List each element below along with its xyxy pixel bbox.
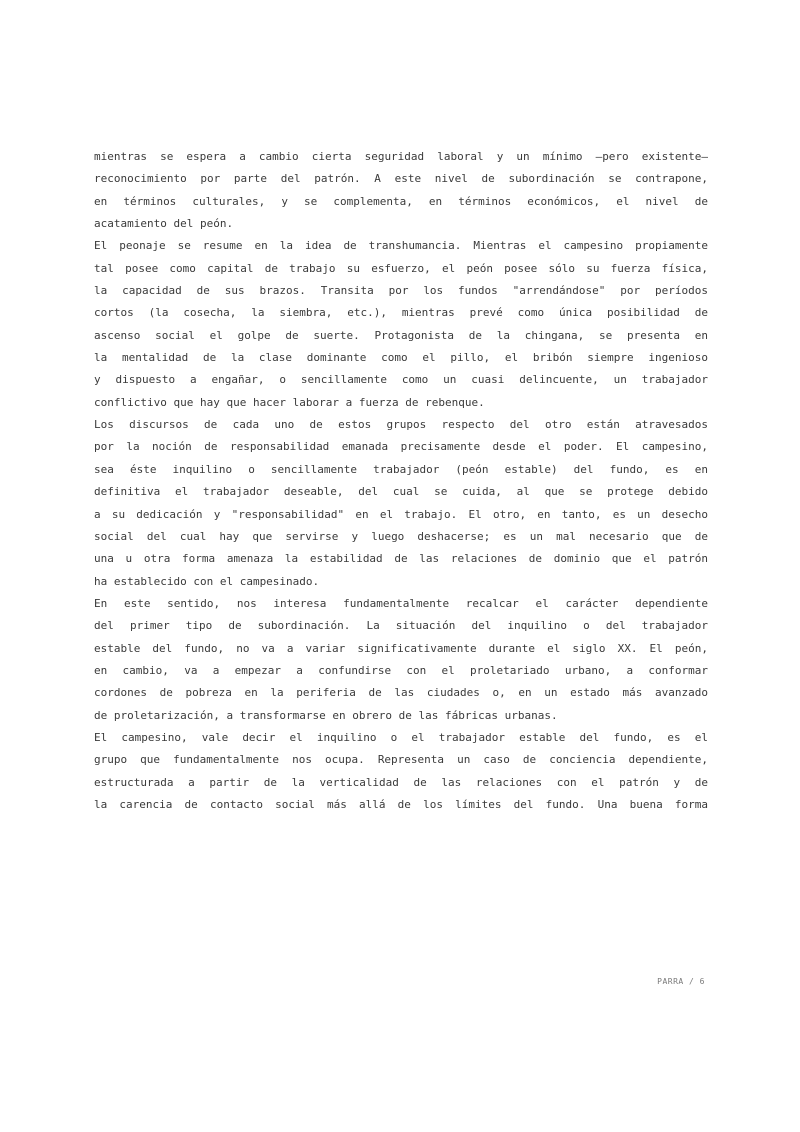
text-line: El peonaje se resume en la idea de transhumancia. Mientras el campesino propiamente — [94, 239, 708, 253]
text-line: y dispuesto a engañar, o sencillamente como un cuasi delincuente, un trabajador — [94, 373, 708, 387]
text-line: acatamiento del peón. — [94, 217, 234, 231]
text-line: ascenso social el golpe de suerte. Protagonista de la chingana, se presenta en — [94, 328, 708, 342]
text-line: de proletarización, a transformarse en obrero de las fábricas urbanas. — [94, 708, 558, 722]
text-line: la capacidad de sus brazos. Transita por los fundos "arrendándose" por períodos — [94, 284, 708, 298]
text-line: reconocimiento por parte del patrón. A este nivel de subordinación se contrapone, — [94, 172, 708, 186]
text-line: social del cual hay que servirse y luego deshacerse; es un mal necesario que de — [94, 529, 708, 543]
text-line: Los discursos de cada uno de estos grupos respecto del otro están atravesados — [94, 418, 708, 432]
text-line: tal posee como capital de trabajo su esfuerzo, el peón posee sólo su fuerza física, — [94, 261, 708, 275]
text-line: En este sentido, nos interesa fundamentalmente recalcar el carácter dependiente — [94, 596, 708, 610]
text-line: mientras se espera a cambio cierta seguridad laboral y un mínimo —pero existente— — [94, 150, 708, 163]
text-line: en términos culturales, y se complementa, en términos económicos, el nivel de — [94, 194, 708, 208]
text-line: conflictivo que hay que hacer laborar a fuerza de rebenque. — [94, 395, 485, 409]
text-line: sea éste inquilino o sencillamente trabajador (peón estable) del fundo, es en — [94, 462, 708, 476]
text-line: grupo que fundamentalmente nos ocupa. Representa un caso de conciencia dependiente, — [94, 753, 708, 767]
body-text — [94, 146, 708, 816]
text-line: en cambio, va a empezar a confundirse con el proletariado urbano, a conformar — [94, 663, 708, 677]
text-line: definitiva el trabajador deseable, del cual se cuida, al que se protege debido — [94, 485, 708, 499]
text-line: ha establecido con el campesinado. — [94, 574, 320, 588]
text-line: la mentalidad de la clase dominante como el pillo, el bribón siempre ingenioso — [94, 351, 708, 365]
text-line: a su dedicación y "responsabilidad" en el trabajo. El otro, en tanto, es un desecho — [94, 507, 708, 521]
text-line: estable del fundo, no va a variar significativamente durante el siglo XX. El peón, — [94, 641, 708, 655]
text-line: El campesino, vale decir el inquilino o el trabajador estable del fundo, es el — [94, 730, 708, 744]
text-line: una u otra forma amenaza la estabilidad de las relaciones de dominio que el patrón — [94, 552, 708, 566]
text-line: estructurada a partir de la verticalidad de las relaciones con el patrón y de — [94, 775, 708, 789]
page-footer: PARRA / 6 — [657, 977, 705, 986]
text-line: del primer tipo de subordinación. La situación del inquilino o del trabajador — [94, 619, 708, 633]
text-line: cordones de pobreza en la periferia de las ciudades o, en un estado más avanzado — [94, 686, 708, 700]
text-line: cortos (la cosecha, la siembra, etc.), mientras prevé como única posibilidad de — [94, 306, 708, 320]
text-line: por la noción de responsabilidad emanada precisamente desde el poder. El campesino, — [94, 440, 708, 454]
text-line: la carencia de contacto social más allá de los límites del fundo. Una buena forma — [94, 797, 708, 811]
